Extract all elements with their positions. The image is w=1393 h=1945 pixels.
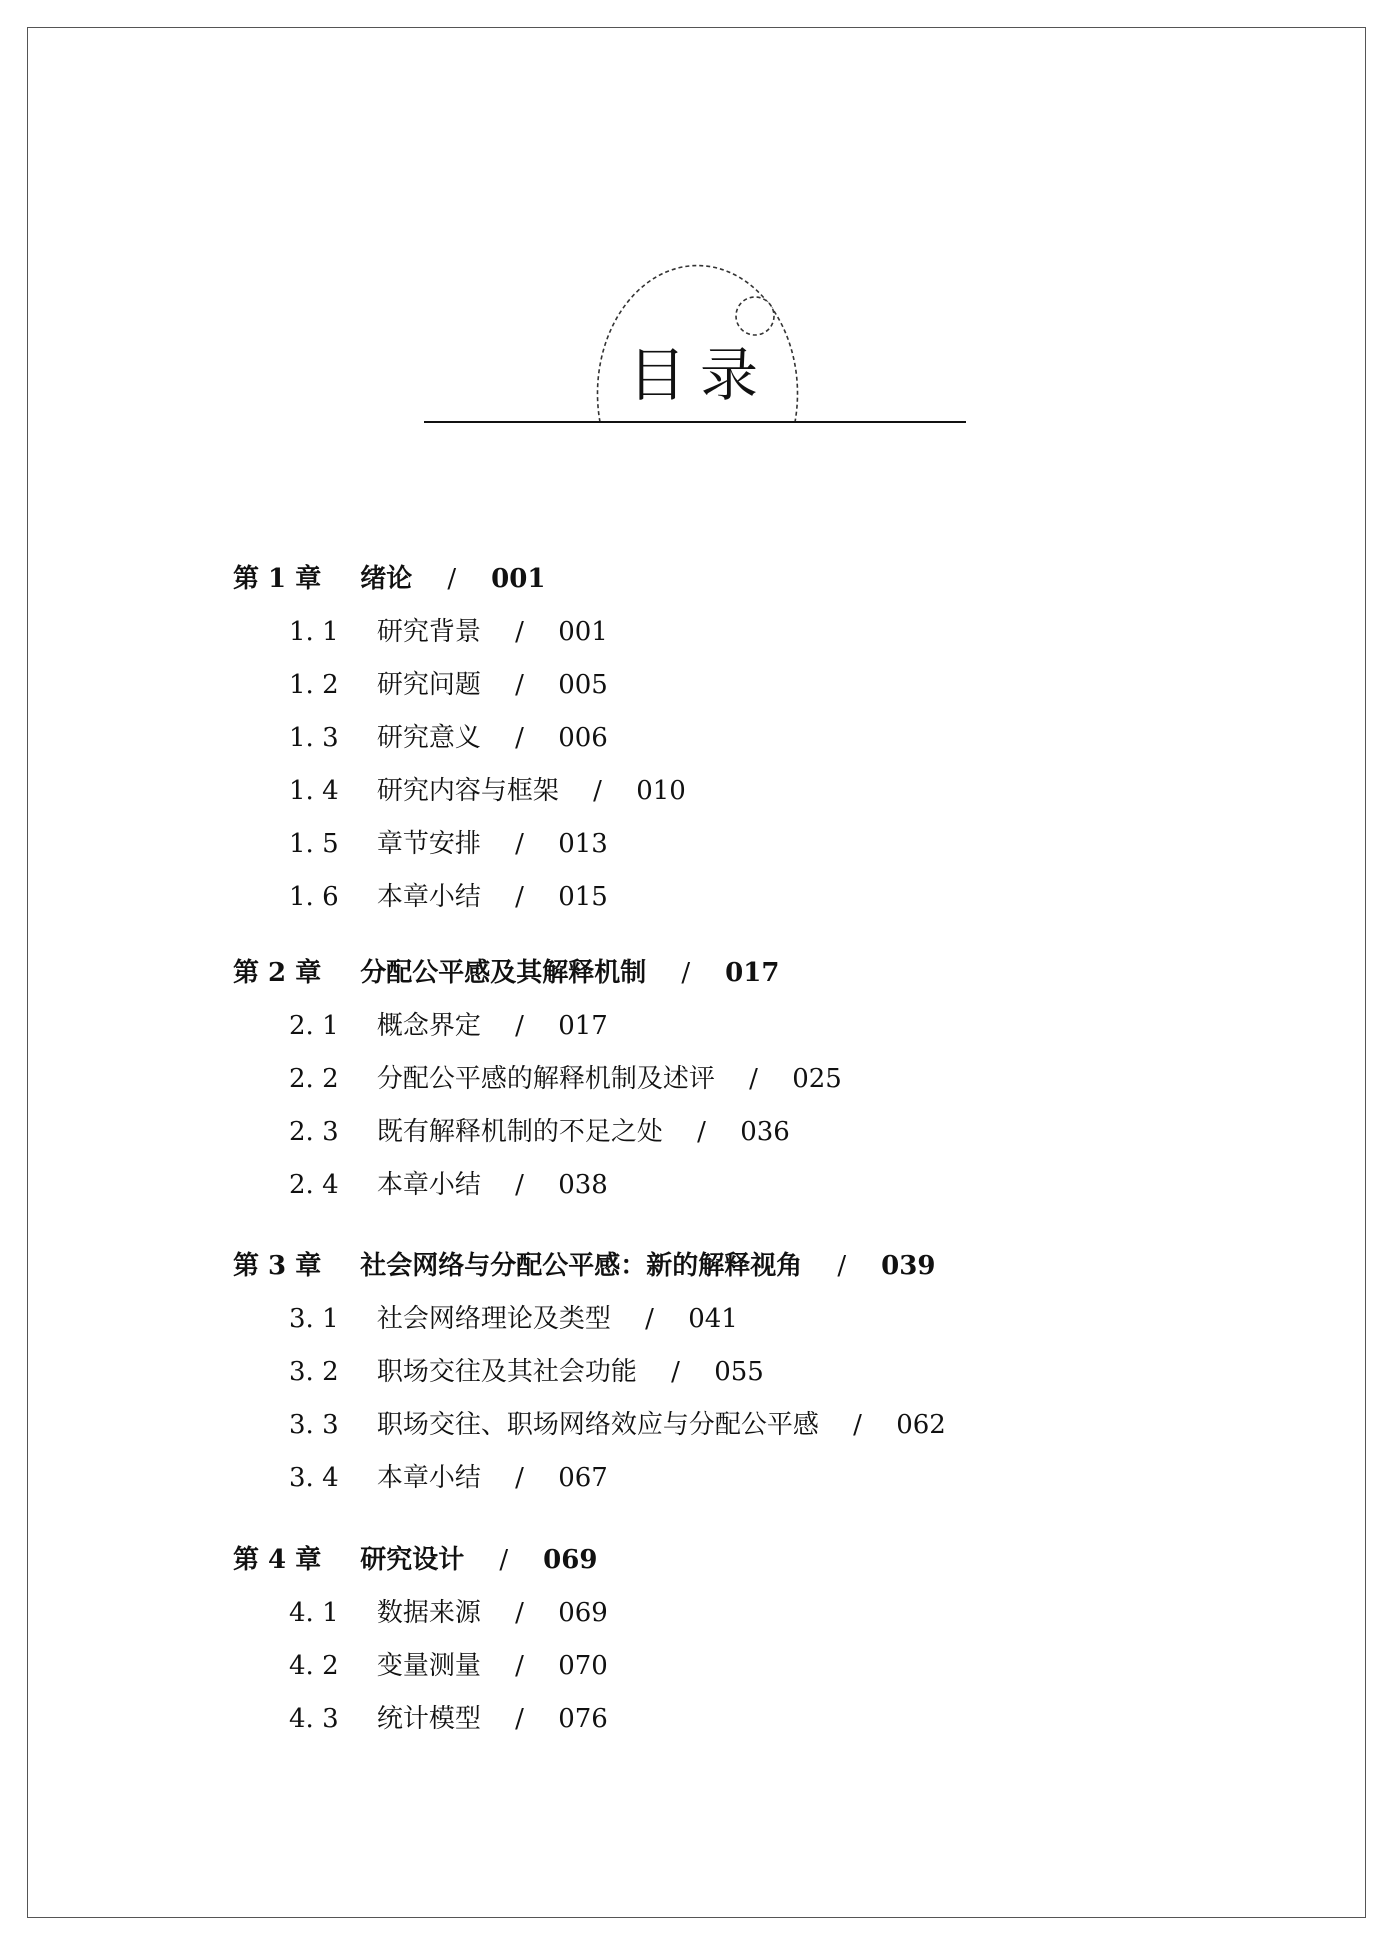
separator: / xyxy=(681,958,691,988)
section-page: 010 xyxy=(636,776,686,806)
section-number: 4. 2 xyxy=(289,1651,339,1681)
separator: / xyxy=(515,723,524,753)
section-1-4[interactable] xyxy=(289,771,686,811)
section-number: 1. 5 xyxy=(289,829,339,859)
section-page: 038 xyxy=(558,1170,608,1200)
section-number: 4. 1 xyxy=(289,1598,339,1628)
section-page: 017 xyxy=(558,1011,608,1041)
section-number: 2. 3 xyxy=(289,1117,339,1147)
section-4-2[interactable] xyxy=(289,1646,608,1686)
section-2-3[interactable] xyxy=(289,1112,790,1152)
separator: / xyxy=(515,670,524,700)
separator: / xyxy=(515,1011,524,1041)
section-title: 统计模型 xyxy=(376,1704,481,1734)
chapter-4[interactable] xyxy=(233,1540,597,1580)
section-page: 069 xyxy=(558,1598,608,1628)
section-title: 职场交往及其社会功能 xyxy=(376,1357,637,1387)
chapter-title: 社会网络与分配公平感：新的解释视角 xyxy=(360,1251,803,1281)
section-title: 本章小结 xyxy=(376,882,481,912)
separator: / xyxy=(671,1357,680,1387)
section-number: 1. 6 xyxy=(289,882,339,912)
chapter-title: 分配公平感及其解释机制 xyxy=(360,958,647,988)
section-2-4[interactable] xyxy=(289,1165,608,1205)
title-dashed-small-circle xyxy=(736,297,774,335)
section-title: 职场交往、职场网络效应与分配公平感 xyxy=(376,1410,819,1440)
chapter-page: 017 xyxy=(725,958,780,988)
section-number: 1. 3 xyxy=(289,723,339,753)
section-1-3[interactable] xyxy=(289,718,608,758)
section-title: 分配公平感的解释机制及述评 xyxy=(376,1064,715,1094)
chapter-number: 第 1 章 xyxy=(233,564,322,594)
section-1-2[interactable] xyxy=(289,665,608,705)
chapter-number: 第 2 章 xyxy=(233,958,322,988)
section-page: 006 xyxy=(558,723,608,753)
section-title: 本章小结 xyxy=(376,1170,481,1200)
section-title: 概念界定 xyxy=(376,1011,481,1041)
separator: / xyxy=(515,1651,524,1681)
separator: / xyxy=(515,882,524,912)
separator: / xyxy=(697,1117,706,1147)
section-2-2[interactable] xyxy=(289,1059,842,1099)
section-page: 076 xyxy=(558,1704,608,1734)
section-3-1[interactable] xyxy=(289,1299,738,1339)
section-number: 3. 2 xyxy=(289,1357,339,1387)
separator: / xyxy=(593,776,602,806)
section-page: 062 xyxy=(896,1410,946,1440)
section-title: 数据来源 xyxy=(376,1598,481,1628)
section-1-5[interactable] xyxy=(289,824,608,864)
section-page: 041 xyxy=(688,1304,738,1334)
separator: / xyxy=(515,1463,524,1493)
section-title: 研究背景 xyxy=(376,617,481,647)
section-page: 036 xyxy=(740,1117,790,1147)
section-title: 变量测量 xyxy=(376,1651,481,1681)
chapter-page: 069 xyxy=(543,1545,598,1575)
section-title: 既有解释机制的不足之处 xyxy=(376,1117,663,1147)
section-number: 2. 4 xyxy=(289,1170,339,1200)
section-title: 社会网络理论及类型 xyxy=(376,1304,611,1334)
separator: / xyxy=(837,1251,847,1281)
section-title: 章节安排 xyxy=(376,829,481,859)
chapter-1[interactable] xyxy=(233,559,545,599)
section-number: 3. 4 xyxy=(289,1463,339,1493)
section-3-4[interactable] xyxy=(289,1458,608,1498)
section-4-1[interactable] xyxy=(289,1593,608,1633)
section-number: 1. 1 xyxy=(289,617,339,647)
section-number: 4. 3 xyxy=(289,1704,339,1734)
section-title: 研究意义 xyxy=(376,723,481,753)
separator: / xyxy=(499,1545,509,1575)
section-page: 005 xyxy=(558,670,608,700)
section-title: 研究问题 xyxy=(376,670,481,700)
section-1-1[interactable] xyxy=(289,612,608,652)
section-title: 研究内容与框架 xyxy=(376,776,559,806)
section-number: 2. 2 xyxy=(289,1064,339,1094)
chapter-3[interactable] xyxy=(233,1246,935,1286)
separator: / xyxy=(515,1598,524,1628)
section-number: 2. 1 xyxy=(289,1011,339,1041)
section-number: 1. 4 xyxy=(289,776,339,806)
page-title: 目录 xyxy=(627,341,772,409)
section-2-1[interactable] xyxy=(289,1006,608,1046)
chapter-page: 039 xyxy=(881,1251,936,1281)
section-3-3[interactable] xyxy=(289,1405,946,1445)
section-number: 3. 3 xyxy=(289,1410,339,1440)
section-page: 055 xyxy=(714,1357,764,1387)
section-4-3[interactable] xyxy=(289,1699,608,1739)
separator: / xyxy=(515,829,524,859)
section-1-6[interactable] xyxy=(289,877,608,917)
section-title: 本章小结 xyxy=(376,1463,481,1493)
chapter-number: 第 3 章 xyxy=(233,1251,322,1281)
separator: / xyxy=(447,564,457,594)
chapter-2[interactable] xyxy=(233,953,779,993)
section-page: 013 xyxy=(558,829,608,859)
section-page: 025 xyxy=(792,1064,842,1094)
chapter-title: 研究设计 xyxy=(360,1545,465,1575)
section-page: 067 xyxy=(558,1463,608,1493)
section-number: 1. 2 xyxy=(289,670,339,700)
section-page: 015 xyxy=(558,882,608,912)
section-page: 070 xyxy=(558,1651,608,1681)
separator: / xyxy=(515,617,524,647)
section-number: 3. 1 xyxy=(289,1304,339,1334)
separator: / xyxy=(749,1064,758,1094)
section-page: 001 xyxy=(558,617,608,647)
separator: / xyxy=(645,1304,654,1334)
separator: / xyxy=(853,1410,862,1440)
separator: / xyxy=(515,1704,524,1734)
chapter-number: 第 4 章 xyxy=(233,1545,322,1575)
chapter-title: 绪论 xyxy=(360,564,413,594)
section-3-2[interactable] xyxy=(289,1352,764,1392)
chapter-page: 001 xyxy=(491,564,546,594)
separator: / xyxy=(515,1170,524,1200)
